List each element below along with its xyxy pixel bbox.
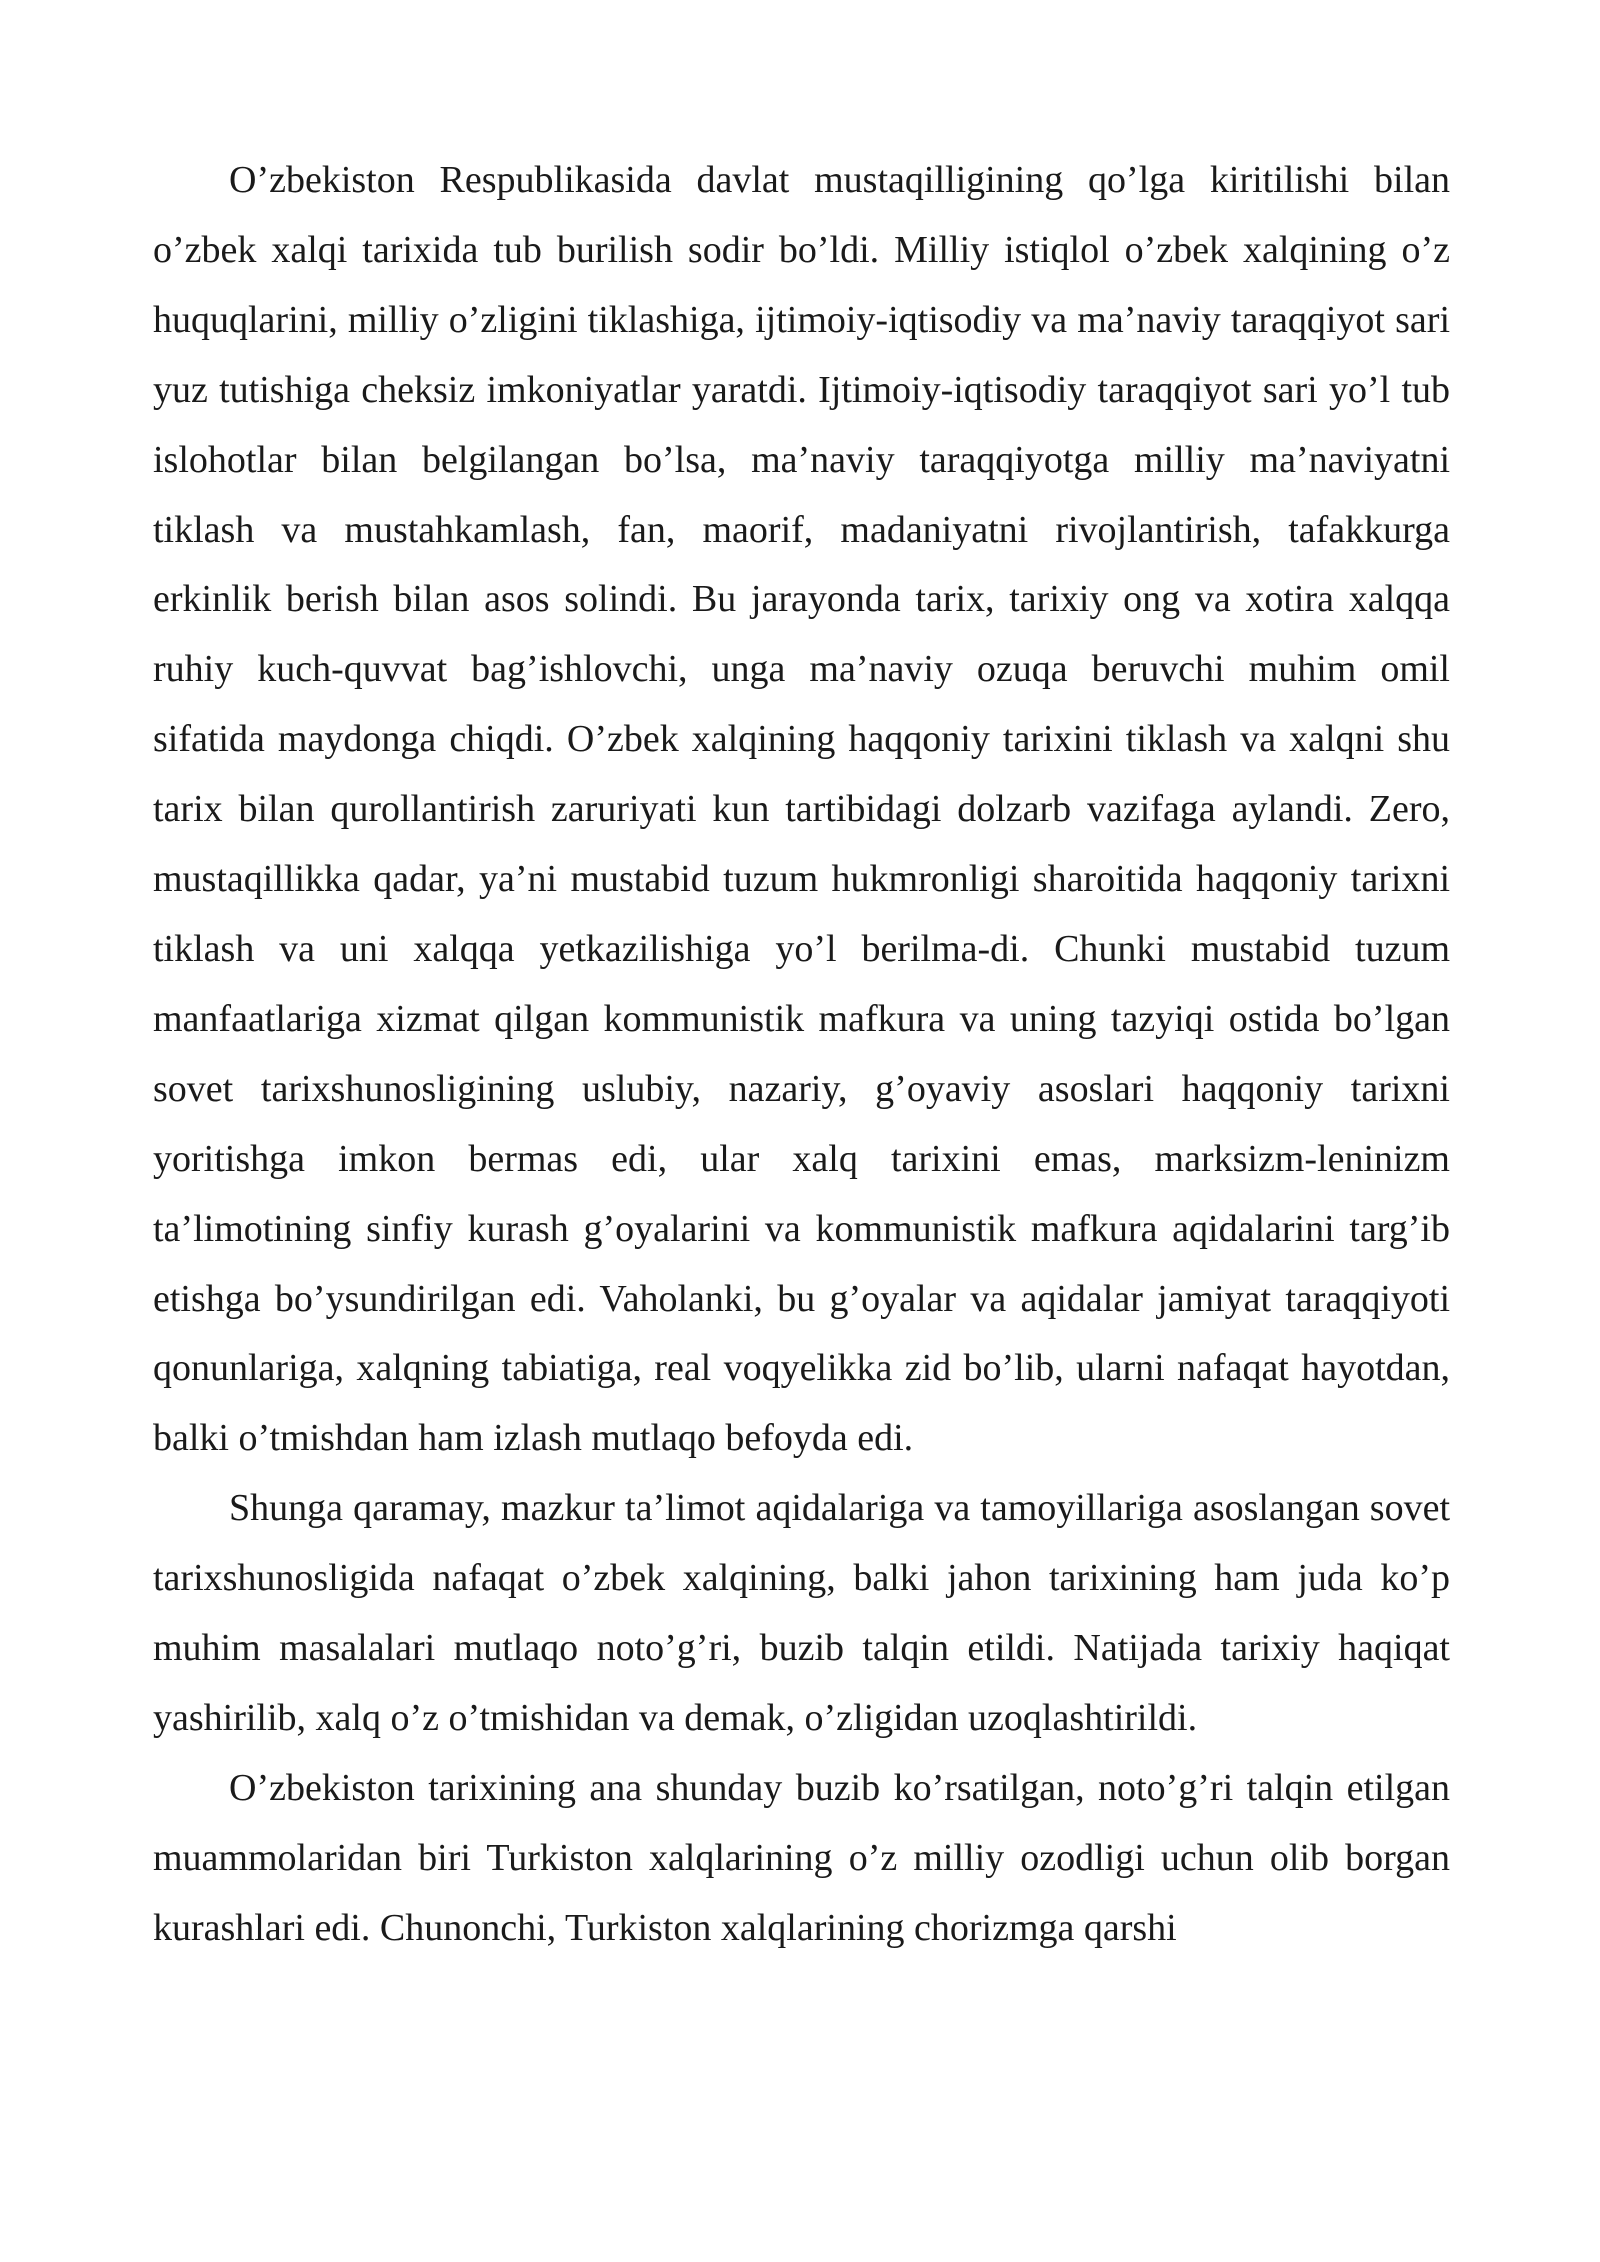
document-body	[153, 146, 1450, 1964]
paragraph-3: O’zbekiston tarixining ana shunday buzib ko’rsatilgan, noto’g’ri talqin etilgan muammolaridan biri Turkiston xalqlarining o’z milliy ozodligi uchun olib borgan kurashlari edi. Chunonchi, Turkiston xalqlarining chorizmga qarshi	[153, 1766, 1450, 1949]
paragraph-2: Shunga qaramay, mazkur ta’limot aqidalariga va tamoyillariga asoslangan sovet tarixshunosligida nafaqat o’zbek xalqining, balki jahon tarixining ham juda ko’p muhim masalalari mutlaqo noto’g’ri, buzib talqin etildi. Natijada tarixiy haqiqat yashirilib, xalq o’z o’tmishidan va demak, o’zligidan uzoqlashtirildi.	[153, 1487, 1450, 1739]
paragraph-1: O’zbekiston Respublikasida davlat mustaqilligining qo’lga kiritilishi bilan o’zbek xalqi tarixida tub burilish sodir bo’ldi. Milliy istiqlol o’zbek xalqining o’z huquqlarini, milliy o’zligini tiklashiga, ijtimoiy-iqtisodiy va ma’naviy taraqqiyot sari yuz tutishiga cheksiz imkoniyatlar yaratdi. Ijtimoiy-iqtisodiy taraqqiyot sari yo’l tub islohotlar bilan belgilangan bo’lsa, ma’naviy taraqqiyotga milliy ma’naviyatni tiklash va mustahkamlash, fan, maorif, madaniyatni rivojlantirish, tafakkurga erkinlik berish bilan asos solindi. Bu jarayonda tarix, tarixiy ong va xotira xalqqa ruhiy kuch-quvvat bag’ishlovchi, unga ma’naviy ozuqa beruvchi muhim omil sifatida maydonga chiqdi. O’zbek xalqining haqqoniy tarixini tiklash va xalqni shu tarix bilan qurollantirish zaruriyati kun tartibidagi dolzarb vazifaga aylandi. Zero, mustaqillikka qadar, ya’ni mustabid tuzum hukmronligi sharoitida haqqoniy tarixni tiklash va uni xalqqa yetkazilishiga yo’l berilma-di. Chunki mustabid tuzum manfaatlariga xizmat qilgan kommunistik mafkura va uning tazyiqi ostida bo’lgan sovet tarixshunosligining uslubiy, nazariy, g’oyaviy asoslari haqqoniy tarixni yoritishga imkon bermas edi, ular xalq tarixini emas, marksizm-leninizm ta’limotining sinfiy kurash g’oyalarini va kommunistik mafkura aqidalarini targ’ib etishga bo’ysundirilgan edi. Vaholanki, bu g’oyalar va aqidalar jamiyat taraqqiyoti qonunlariga, xalqning tabiatiga, real voqyelikka zid bo’lib, ularni nafaqat hayotdan, balki o’tmishdan ham izlash mutlaqo befoyda edi.	[153, 159, 1450, 1460]
